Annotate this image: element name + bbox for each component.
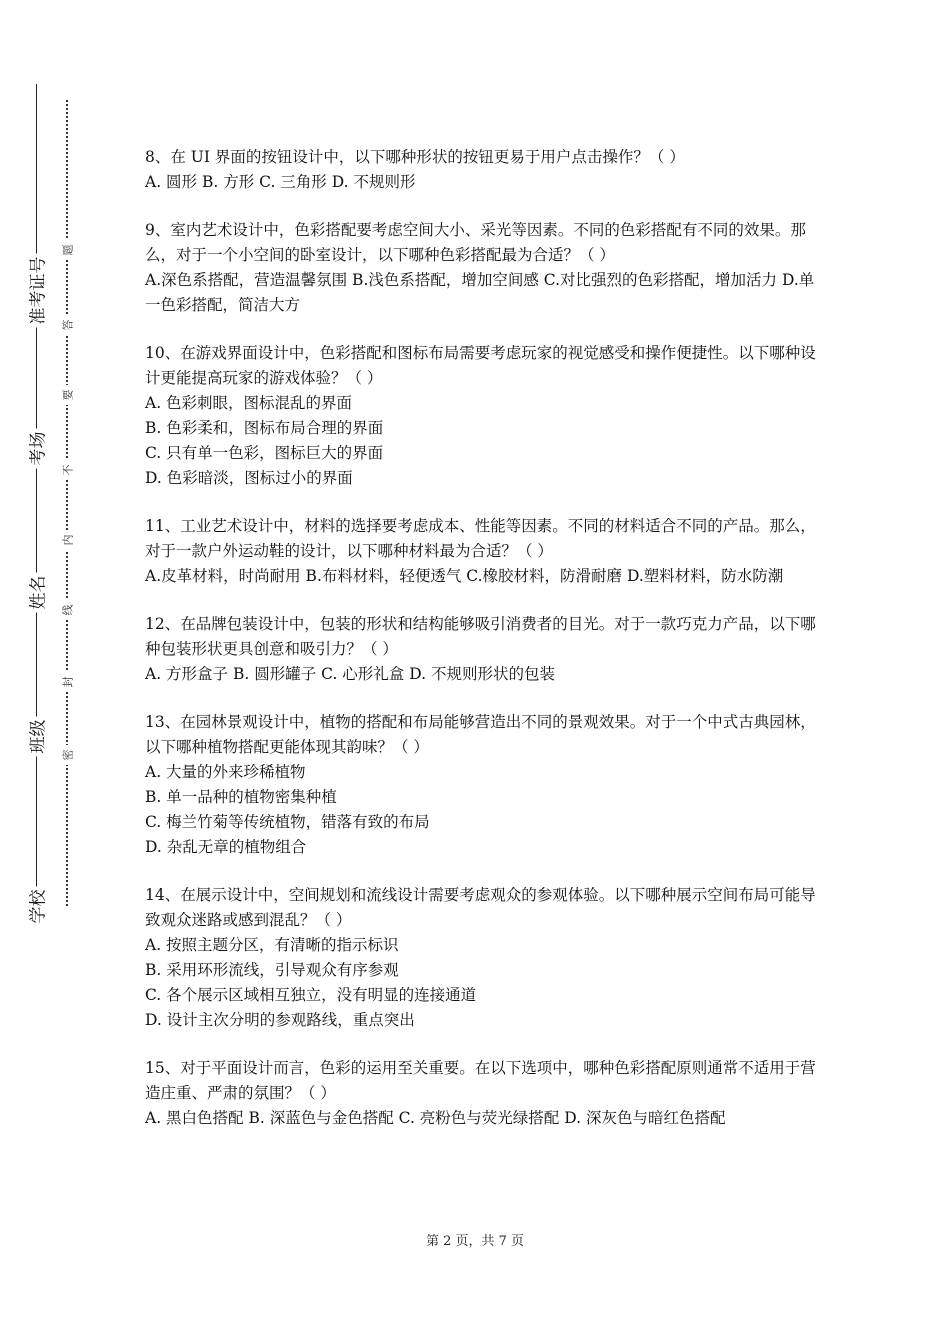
question-13 [145,710,825,860]
question-text: 14、在展示设计中，空间规划和流线设计需要考虑观众的参观体验。以下哪种展示空间布局可能导致观众迷路或感到混乱？（ ） [145,886,816,929]
option-a: A. 色彩刺眼，图标混乱的界面 [145,394,353,412]
question-text: 12、在品牌包装设计中，包装的形状和结构能够吸引消费者的目光。对于一款巧克力产品，以下哪种包装形状更具创意和吸引力？（ ） [145,615,816,658]
option-d: D. 杂乱无章的植物组合 [145,838,307,856]
seal-dotted-line [66,100,68,906]
option-c: C. 梅兰竹菊等传统植物，错落有致的布局 [145,813,430,831]
question-14 [145,883,825,1033]
question-options: A.深色系搭配，营造温馨氛围 B.浅色系搭配，增加空间感 C.对比强烈的色彩搭配，增加活力 D.单一色彩搭配，简洁大方 [145,271,815,314]
binding-line [36,84,37,924]
option-b: B. 采用环形流线，引导观众有序参观 [145,961,399,979]
page-number: 第 2 页，共 7 页 [425,1234,525,1249]
label-class-text: 班级 [24,716,49,756]
label-school [18,866,54,946]
seal-char: 密 [57,745,77,765]
question-text: 15、对于平面设计而言，色彩的运用至关重要。在以下选项中，哪种色彩搭配原则通常不适用于营造庄重、严肃的氛围？（ ） [145,1059,816,1102]
option-b: B. 单一品种的植物密集种植 [145,788,337,806]
question-10 [145,341,825,491]
question-options: A. 方形盒子 B. 圆形罐子 C. 心形礼盒 D. 不规则形状的包装 [145,665,555,683]
question-12 [145,612,825,687]
seal-char: 要 [57,385,77,405]
seal-char: 内 [57,530,77,550]
seal-char: 线 [57,600,77,620]
question-list [145,145,825,1154]
label-name [18,552,54,632]
question-text: 13、在园林景观设计中，植物的搭配和布局能够营造出不同的景观效果。对于一个中式古典园林，以下哪种植物搭配更能体现其韵味？（ ） [145,713,816,756]
binding-margin [0,0,110,1344]
option-a: A. 按照主题分区，有清晰的指示标识 [145,936,399,954]
question-text: 9、室内艺术设计中，色彩搭配要考虑空间大小、采光等因素。不同的色彩搭配有不同的效果。那么，对于一个小空间的卧室设计，以下哪种色彩搭配最为合适？（ ） [145,221,806,264]
label-class [18,696,54,776]
question-text: 8、在 UI 界面的按钮设计中，以下哪种形状的按钮更易于用户点击操作？（ ） [145,148,685,166]
question-text: 10、在游戏界面设计中，色彩搭配和图标布局需要考虑玩家的视觉感受和操作便捷性。以下哪种设计更能提高玩家的游戏体验？（ ） [145,344,816,387]
question-11 [145,514,825,589]
option-c: C. 只有单一色彩，图标巨大的界面 [145,444,384,462]
label-exam-room [18,408,54,488]
option-c: C. 各个展示区域相互独立，没有明显的连接通道 [145,986,477,1004]
option-a: A. 大量的外来珍稀植物 [145,763,306,781]
seal-char: 封 [57,672,77,692]
seal-char: 不 [57,460,77,480]
label-exam-number [18,250,54,330]
label-school-text: 学校 [24,886,49,926]
question-9 [145,218,825,318]
label-exam-room-text: 考场 [24,428,49,468]
question-8 [145,145,825,195]
option-d: D. 设计主次分明的参观路线，重点突出 [145,1011,415,1029]
question-text: 11、工业艺术设计中，材料的选择要考虑成本、性能等因素。不同的材料适合不同的产品。那么，对于一款户外运动鞋的设计，以下哪种材料最为合适？（ ） [145,517,816,560]
seal-char: 题 [57,240,77,260]
question-options: A.皮革材料，时尚耐用 B.布料材料，轻便透气 C.橡胶材料，防滑耐磨 D.塑料材料，防水防潮 [145,567,784,585]
option-d: D. 色彩暗淡，图标过小的界面 [145,469,353,487]
question-options: A. 黑白色搭配 B. 深蓝色与金色搭配 C. 亮粉色与荧光绿搭配 D. 深灰色与暗红色搭配 [145,1109,726,1127]
option-b: B. 色彩柔和，图标布局合理的界面 [145,419,384,437]
label-name-text: 姓名 [24,572,49,612]
label-exam-number-text: 准考证号 [24,253,49,327]
question-options: A. 圆形 B. 方形 C. 三角形 D. 不规则形 [145,173,416,191]
question-15 [145,1056,825,1131]
seal-char: 答 [57,315,77,335]
